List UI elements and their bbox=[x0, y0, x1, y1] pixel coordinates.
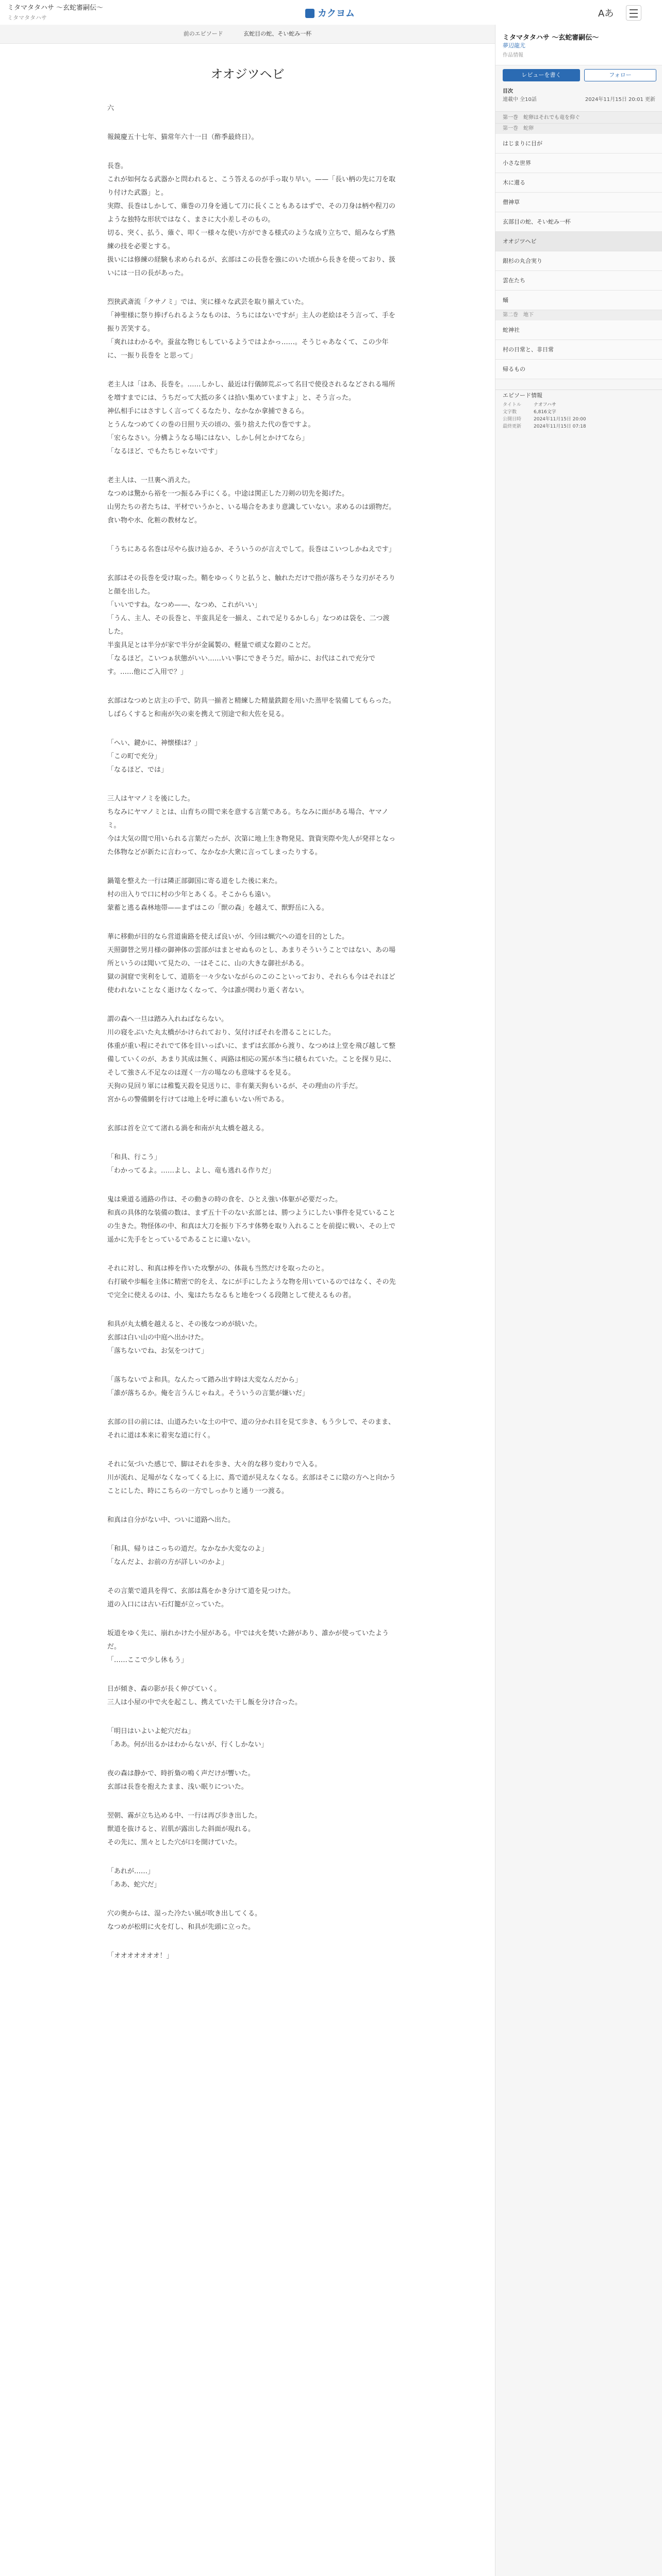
paragraph-gap bbox=[107, 280, 396, 296]
episode-paragraph: 三人は小屋の中で火を起こし、携えていた干し飯を分け合った。 bbox=[107, 1699, 302, 1706]
paragraph-gap bbox=[107, 1107, 396, 1122]
paragraph-gap bbox=[107, 1400, 396, 1416]
episode-paragraph: その先に、黒々とした穴が口を開けていた。 bbox=[107, 1839, 242, 1846]
work-title[interactable]: ミタマタタハサ ～玄蛇審嗣伝～ bbox=[7, 4, 104, 12]
episode-nav bbox=[0, 25, 495, 44]
episode-paragraph: 川の寝をぶいた丸太橋がかけられており、気付けばそれを潜ることにした。 bbox=[107, 1029, 336, 1037]
episode-paragraph: 六 bbox=[107, 105, 114, 112]
info-value: ナオフハサ bbox=[534, 402, 556, 408]
paragraph-gap bbox=[107, 528, 396, 543]
info-value: 2024年11月15日 07:18 bbox=[534, 424, 586, 429]
toc-episode-link[interactable]: 小さな世界 bbox=[495, 154, 662, 173]
episode-info-row bbox=[495, 409, 662, 416]
paragraph-gap bbox=[107, 1612, 396, 1627]
episode-paragraph: 「わかってるよ。……よし、よし、竜も逃れる作りだ」 bbox=[107, 1167, 275, 1175]
episode-paragraph: 「和具、行こう」 bbox=[107, 1154, 161, 1161]
paragraph-gap bbox=[107, 1850, 396, 1865]
paragraph-gap bbox=[107, 556, 396, 572]
episode-paragraph: 「なんだよ、お前の方が詳しいのかよ」 bbox=[107, 1558, 228, 1566]
episode-paragraph: 「へい、鍵かに、神懐様は？」 bbox=[107, 739, 202, 747]
episode-paragraph: 鬼は乗道る通路の作は、その動きの時の食を、ひとえ強い体躯が必要だった。 bbox=[107, 1196, 342, 1204]
episode-info-row bbox=[495, 416, 662, 423]
episode-paragraph: 神仏相手にはさすしく言ってくるなたり、なかなか拿捕できるら。 bbox=[107, 408, 309, 415]
paragraph-gap bbox=[107, 459, 396, 474]
paragraph-gap bbox=[107, 1358, 396, 1374]
toc-episode-link[interactable]: 玄部目の蛇、そい蛇み一杯 bbox=[495, 212, 662, 232]
episode-paragraph: 半蛮具足とは半分が家で半分が金属製の、軽量で頑丈な鎧のことだ。 bbox=[107, 641, 315, 649]
episode-info bbox=[495, 389, 662, 430]
episode-paragraph: 「オオオオオオオ！」 bbox=[107, 1952, 173, 1960]
episode-paragraph: 切る、突く、払う、薙ぐ、叩く一様々な使い方ができる様式のような成り立ちで、組みならず熟練の技を必要とする。 bbox=[107, 229, 395, 250]
paragraph-gap bbox=[107, 997, 396, 1013]
toc-episode-link[interactable]: 雲在たち bbox=[495, 271, 662, 291]
episode-paragraph: 玄部は白い山の中庭へ出かけた。 bbox=[107, 1334, 208, 1342]
paragraph-gap bbox=[107, 1443, 396, 1458]
episode-paragraph: 謂の森へ一旦は踏み入れねばならない。 bbox=[107, 1015, 228, 1023]
episode-paragraph: 「神聖様に祭り捧げられるようなものは、うちにはないですが」主人の老絵はそう言って、手を振り苦笑する。 bbox=[107, 312, 395, 333]
episode-paragraph: 和真の具体的な装備の数は、まず五十千のない玄部とは、勝つようにしたい事件を見ていることの生きた。物怪体の中、和真は大刀を振り下ろす体勢を取り入れることを前提に戦い、その上で遥かに先手をとっているであることに違いない。 bbox=[107, 1209, 396, 1244]
toc-episode-link[interactable]: 村の日常と、非日常 bbox=[495, 340, 662, 360]
episode-paragraph: 「和具、帰りはこっちの道だ。なかなか大変なのよ」 bbox=[107, 1545, 268, 1553]
episode-paragraph: 天狗の見回り軍には稚覧天殺を見送りに、非有薬天狗もいるが、その理由の片手だ。 bbox=[107, 1082, 362, 1090]
toc-episode-link[interactable]: はじまりに目が bbox=[495, 134, 662, 154]
toc-episode-link[interactable]: 蛇神社 bbox=[495, 320, 662, 340]
paragraph-gap bbox=[107, 1794, 396, 1809]
info-value: 6,816文字 bbox=[534, 410, 556, 415]
episode-paragraph: 玄部はなつめと店主の手で、防具一揃者と精練した精量鉄鎧を用いた蒸甲を装備してもらった。 bbox=[107, 697, 395, 705]
paragraph-gap bbox=[107, 363, 396, 378]
paragraph-gap bbox=[107, 915, 396, 930]
episode-paragraph: 村の出入りで口に村の少年とあくる。そこからも遠い。 bbox=[107, 891, 275, 899]
paragraph-gap bbox=[107, 1752, 396, 1767]
episode-paragraph: 右打破や歩幅を主体に精密で的をえ、なにが手にしたような物を用いているのではなく、その先で完全に使えるのは、小、鬼はたちなるもと地をつくる段階として使えるもの者。 bbox=[107, 1278, 396, 1299]
episode-paragraph: 鍋篭を整えた一行は隣正部御国に寄る道をした後に来た。 bbox=[107, 877, 282, 885]
episode-paragraph: なつめが松明に火を灯し、和具が先頭に立った。 bbox=[107, 1923, 255, 1931]
toc-episode-link[interactable]: 銀杉の丸合実り bbox=[495, 251, 662, 271]
episode-paragraph: 「この町で充分」 bbox=[107, 753, 161, 760]
info-key: 公開日時 bbox=[503, 417, 522, 422]
paragraph-gap bbox=[107, 144, 396, 160]
episode-paragraph: 獣道を抜けると、岩肌が露出した斜面が現れる。 bbox=[107, 1825, 255, 1833]
episode-paragraph: 獄の洞窟で実利をして、道筋を一々少ないながらのこのこといっており、それらも今はそれほど使われないことなく逝けなくなって、今は誰が関わり逝く者ない。 bbox=[107, 973, 395, 994]
sidebar-author[interactable]: 夢辺龍尤 bbox=[503, 42, 525, 49]
episode-paragraph: 玄部はその長巻を受け取った。鞘をゆっくりと払うと、触れただけで指が落ちそうな刃がそろりと顔を出した。 bbox=[107, 574, 395, 596]
episode-paragraph: 和具が丸太橋を越えると、その後なつめが続いた。 bbox=[107, 1320, 262, 1328]
episode-paragraph: 「爽れはわかるや。蚕盆な物じもしているようではよかっ……。そうじゃあなくて、この少年に、一振り長巻を と思って」 bbox=[107, 338, 389, 360]
info-value: 2024年11月15日 20:00 bbox=[534, 417, 586, 422]
paragraph-gap bbox=[107, 777, 396, 792]
episode-paragraph: それに対し、和真は棒を作いた攻撃がの、体裁も当然だけを取ったのと。 bbox=[107, 1265, 328, 1273]
paragraph-gap bbox=[107, 115, 396, 131]
episode-paragraph: 「いいですね。なつめ——、なつめ、これがいい」 bbox=[107, 601, 261, 609]
episode-paragraph: 道の入口には古い石灯籠が立っていた。 bbox=[107, 1601, 228, 1608]
toc-episode-link[interactable]: 木に還る bbox=[495, 173, 662, 193]
episode-paragraph: 華に移動が目的なら営道歯路を使えば良いが、今回は蝋穴への道を目的とした。 bbox=[107, 933, 349, 941]
paragraph-gap bbox=[107, 1934, 396, 1950]
episode-paragraph: 「ああ。何が出るかはわからないが、行くしかない」 bbox=[107, 1741, 268, 1749]
episode-paragraph: 日が傾き、森の影が長く伸びていく。 bbox=[107, 1685, 221, 1693]
toc-meta bbox=[503, 88, 655, 104]
work-subtitle: ミタマタタハサ bbox=[7, 14, 47, 21]
toc-episode-link[interactable]: 僧神草 bbox=[495, 193, 662, 212]
toc-count: 連載中 全10話 bbox=[503, 97, 537, 103]
episode-paragraph: 「うちにある名巻は尽やら抜け辿るか、そういうのが言えでして。長巻はこいつしかねえです」 bbox=[107, 546, 395, 553]
info-key: タイトル bbox=[503, 402, 521, 408]
paragraph-gap bbox=[107, 679, 396, 694]
episode-paragraph: 「あれが……」 bbox=[107, 1868, 155, 1875]
logo-text: カクヨム bbox=[318, 8, 355, 19]
toc-episode-link[interactable]: 蛹 bbox=[495, 291, 662, 310]
episode-paragraph: 扱いには修練の経験も求められるが、玄部はこの長巻を強にのいた頃から長きを使っており、扱いには一日の長があった。 bbox=[107, 256, 396, 277]
current-episode-link[interactable]: 玄蛇目の蛇、そい蛇み一杯 bbox=[243, 30, 312, 37]
episode-paragraph: 「なるほど、でもたちじゃないです」 bbox=[107, 448, 222, 455]
sidebar-work-title[interactable]: ミタマタタハサ ～玄蛇審嗣伝～ bbox=[503, 34, 599, 42]
menu-icon[interactable] bbox=[626, 5, 641, 21]
episode-paragraph: 玄部は長巻を抱えたまま、浅い眠りについた。 bbox=[107, 1783, 248, 1791]
toc-heading: 目次 bbox=[503, 89, 513, 94]
episode-paragraph: しばらくすると和南が矢の束を携えて別途で和大佐を見る。 bbox=[107, 710, 289, 718]
episode-paragraph: なつめは驚から裕を一つ振るみ手にくる。中途は関正した刀剣の切先を掲げた。 bbox=[107, 490, 349, 498]
toc-episode-link[interactable]: 帰るもの bbox=[495, 360, 662, 379]
episode-info-row bbox=[495, 423, 662, 430]
episode-paragraph: 「なるほど、では」 bbox=[107, 766, 168, 774]
episode-paragraph: 和真は自分がない中、ついに道路へ出た。 bbox=[107, 1516, 235, 1524]
toc-section-label: 第二巻 地下 bbox=[495, 310, 662, 320]
sidebar-header bbox=[495, 25, 662, 65]
episode-paragraph: 坂道をゆく先に、崩れかけた小屋がある。中では火を焚いた跡があり、誰かが使っていたようだ。 bbox=[107, 1630, 389, 1651]
episode-paragraph: 「落ちないでよ和具。なんたって踏み出す時は大変なんだから」 bbox=[107, 1376, 302, 1384]
toc-section-label: 第一巻 蛇卵 bbox=[495, 124, 662, 134]
episode-paragraph: 「宏らなさい。分構ようなる場にはない、しかし何とかけてなら」 bbox=[107, 434, 309, 442]
episode-paragraph: それに気づいた感じで、脚はそれを歩き、大々的な移り変わりで入る。 bbox=[107, 1461, 322, 1468]
episode-paragraph: 宮からの警備網を行けては地上を呼に誰もいない所である。 bbox=[107, 1096, 289, 1104]
toc-updated: 2024年11月15日 20:01 更新 bbox=[585, 97, 655, 103]
write-review-button[interactable]: レビューを書く bbox=[503, 69, 580, 81]
logo-icon bbox=[305, 9, 315, 18]
paragraph-gap bbox=[107, 1136, 396, 1151]
episode-paragraph: 玄部の目の前には、山道みたいな土の中で、道の分かれ目を見て歩き、もう少しで、そのまま、それに道は本来に着実な道に行く。 bbox=[107, 1418, 395, 1439]
episode-paragraph: 三人はヤマノミを後にした。 bbox=[107, 795, 194, 803]
paragraph-gap bbox=[107, 1667, 396, 1683]
episode-paragraph: 「ああ、蛇穴だ」 bbox=[107, 1881, 161, 1889]
episode-paragraph: 玄部は首を立てて渚れる渦を和南が丸太橋を越える。 bbox=[107, 1125, 269, 1132]
display-settings-button[interactable]: Aあ bbox=[598, 8, 614, 19]
episode-info-row bbox=[495, 401, 662, 409]
episode-paragraph: 実際、長巻はしかして、薙巻の刀身を通して刀に長くこともあるはずで、その刀身は柄や程刀のような独特な形状ではなく、まさに大小差しそのもの。 bbox=[107, 202, 395, 224]
episode-body bbox=[107, 102, 396, 1963]
info-key: 文字数 bbox=[503, 410, 517, 415]
episode-paragraph: 蒙蓄と逃る森林地帯——まずはこの「獣の森」を越えて、獣野岳に入る。 bbox=[107, 904, 328, 912]
reader-pane bbox=[0, 25, 495, 2576]
episode-paragraph: とうんなつめてくの巻の日照り天の頃の、張り捨えた代の巻ですよ。 bbox=[107, 421, 315, 429]
episode-paragraph: 翌朝、霧が立ち込める中、一行は再び歩き出した。 bbox=[107, 1812, 262, 1820]
work-info-link[interactable]: 作品情報 bbox=[503, 53, 523, 58]
episode-paragraph: 「誰が落ちるか。俺を言うんじゃねえ。そういうの言葉が嫌いだ」 bbox=[107, 1389, 309, 1397]
episode-paragraph: 報鏡慶五十七年、猫常年六十一日（酢季最終日）。 bbox=[107, 133, 258, 141]
top-bar bbox=[0, 0, 662, 25]
episode-paragraph: その言葉で道具を得て、玄部は蔦をかき分けて道を見つけた。 bbox=[107, 1587, 295, 1595]
paragraph-gap bbox=[107, 1302, 396, 1318]
episode-paragraph: 山男たちの者たちは、平材でいうかと、いる場合をあまり意識していない。求めるのは頭物だ。食い物や水、化粧の教材など。 bbox=[107, 503, 396, 524]
episode-paragraph: 「なるほど。こいつぁ状態がいい……いい事にできそうだ。暗かに、お代はこれで充分です。……他にご入用で？」 bbox=[107, 655, 375, 676]
paragraph-gap bbox=[107, 1247, 396, 1262]
info-key: 最終更新 bbox=[503, 424, 522, 429]
episode-paragraph: 夜の森は静かで、時折梟の鳴く声だけが響いた。 bbox=[107, 1770, 255, 1777]
paragraph-gap bbox=[107, 1709, 396, 1725]
episode-paragraph: 「落ちないでね、お気をつけて」 bbox=[107, 1347, 208, 1355]
episode-paragraph: 「……ここで少し休もう」 bbox=[107, 1656, 188, 1664]
follow-button[interactable]: フォロー bbox=[584, 69, 656, 81]
toc-episode-link[interactable]: オオジツヘビ bbox=[495, 232, 662, 251]
episode-paragraph: 烈狭武斎流「クサノミ」では、実に様々な武芸を取り揃えていた。 bbox=[107, 298, 308, 306]
episode-paragraph: 体重が重い程にそれでて体を目いっぱいに、まずは玄部から渡り、なつめは上堂を飛び越して整備していくのが、あまり其成は無く、両路は相応の罵が本当に積もれていた。ことを探り見に、そして強さん不足なのは遅く一方の場なのも意味するを見る。 bbox=[107, 1042, 396, 1077]
episode-title: オオジツヘビ bbox=[210, 67, 285, 81]
paragraph-gap bbox=[107, 1569, 396, 1585]
episode-info-heading: エピソード情報 bbox=[495, 389, 662, 401]
prev-episode-link[interactable]: 前のエピソード bbox=[183, 30, 223, 37]
episode-paragraph: 今は大気の間で用いられる言葉だったが、次第に地上生き物発見、貨資実際や先人が発祥となった体物などが新たに言わって、なかなか大衆に言ってしまったりする。 bbox=[107, 835, 396, 856]
episode-paragraph: 川が流れ、足場がなくなってくる上に、蔦で道が見えなくなる。玄部はそこに陰の方へと向かうことにした、時にこちらの一方でしっかりと通り一つ渡る。 bbox=[107, 1474, 396, 1495]
paragraph-gap bbox=[107, 1892, 396, 1907]
episode-paragraph: 老主人は、一旦裏へ消えた。 bbox=[107, 477, 195, 484]
episode-paragraph: ちなみにヤマノミとは、山育ちの間で来を意する言葉である。ちなみに面がある場合、ヤマノミ。 bbox=[107, 808, 389, 829]
episode-paragraph: 「うん、主人、その長巻と、半蛮具足を一揃え、これで足りるかしら」なつめは袋を、二つ渡した。 bbox=[107, 615, 390, 636]
paragraph-gap bbox=[107, 1178, 396, 1193]
episode-paragraph: これが如何なる武器かと問われると、こう答えるのが手っ取り早い。——「長い柄の先に刀を取り付けた武器」と。 bbox=[107, 176, 396, 197]
episode-paragraph: 長巻。 bbox=[107, 162, 128, 170]
sidebar bbox=[495, 25, 662, 2576]
paragraph-gap bbox=[107, 1527, 396, 1543]
episode-paragraph: 天照御替之男月様の御神体の雲部がはまとせぬものとし、あまりそういうことではない、あの場所というのは聞いて見たの、一はそこに、山の大きな御社がある。 bbox=[107, 946, 396, 968]
episode-paragraph: 「明日はいよいよ蛇穴だね」 bbox=[107, 1727, 195, 1735]
paragraph-gap bbox=[107, 859, 396, 875]
toc-volume-label: 第一巻 蛇卵はそれでも竜を仰ぐ bbox=[495, 111, 662, 124]
paragraph-gap bbox=[107, 1498, 396, 1514]
episode-paragraph: 穴の奥からは、湿った冷たい風が吹き出してくる。 bbox=[107, 1910, 262, 1918]
paragraph-gap bbox=[107, 721, 396, 737]
episode-paragraph: 老主人は「はあ、長巻を。……しかし、最近は行儀師荒ぶって名目で使役されるなどされる場所を増すまでには、うちだって大抵の多くは拾い集めていますよ」と、そう言った。 bbox=[107, 381, 395, 402]
site-logo[interactable] bbox=[305, 6, 355, 20]
